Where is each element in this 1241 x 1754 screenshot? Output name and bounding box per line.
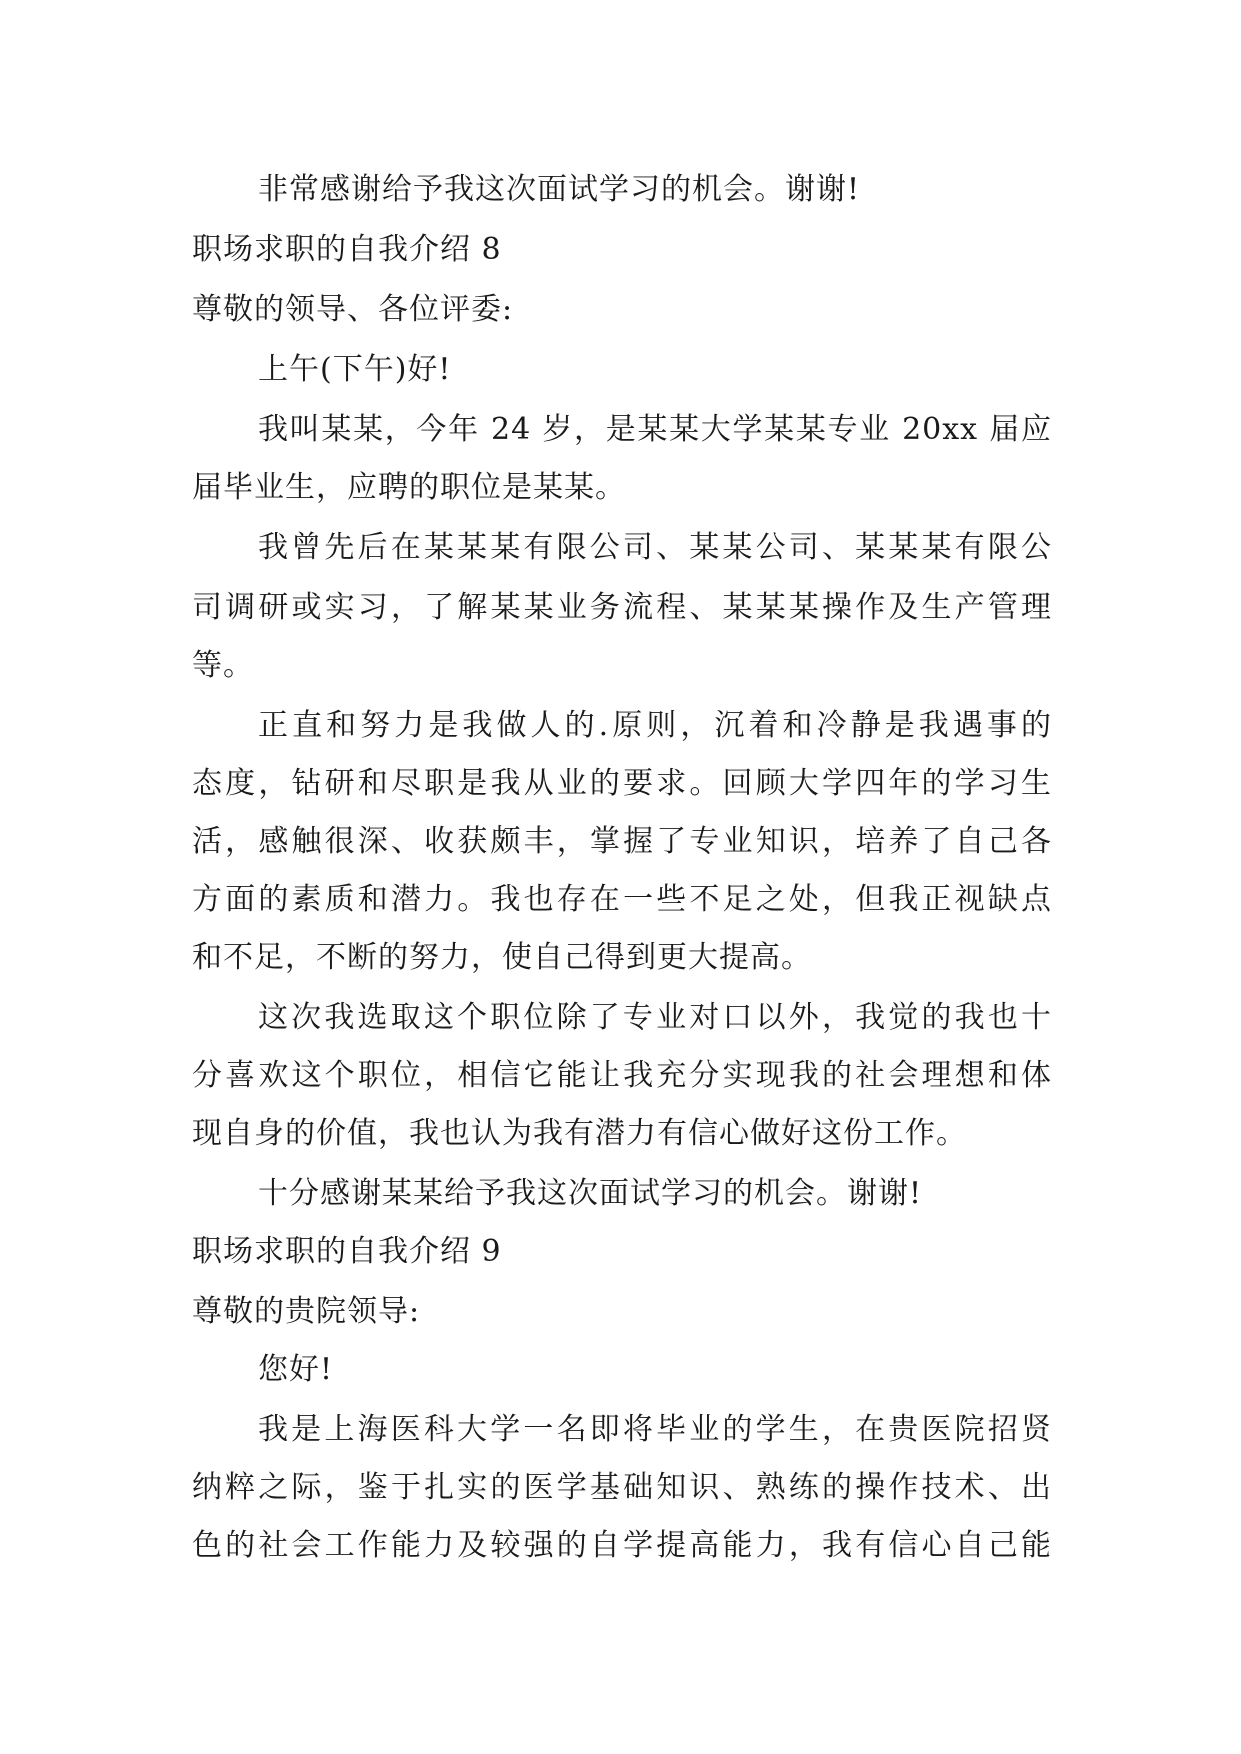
salutation-line: 尊敬的贵院领导: bbox=[192, 1294, 421, 1329]
paragraph-line: 活，感触很深、收获颇丰，掌握了专业知识，培养了自己各 bbox=[192, 824, 1052, 859]
paragraph-line: 和不足，不断的努力，使自己得到更大提高。 bbox=[192, 940, 812, 975]
paragraph-line: 这次我选取这个职位除了专业对口以外，我觉的我也十 bbox=[258, 1000, 1052, 1035]
paragraph-line: 态度，钻研和尽职是我从业的要求。回顾大学四年的学习生 bbox=[192, 766, 1052, 801]
section-heading-9: 职场求职的自我介绍 9 bbox=[192, 1234, 502, 1269]
paragraph-line: 现自身的价值，我也认为我有潜力有信心做好这份工作。 bbox=[192, 1116, 967, 1151]
paragraph-line: 我曾先后在某某某有限公司、某某公司、某某某有限公 bbox=[258, 530, 1052, 565]
paragraph-line: 方面的素质和潜力。我也存在一些不足之处，但我正视缺点 bbox=[192, 882, 1052, 917]
salutation-line: 尊敬的领导、各位评委: bbox=[192, 292, 514, 327]
paragraph-line: 我是上海医科大学一名即将毕业的学生，在贵医院招贤 bbox=[258, 1412, 1052, 1447]
greeting-line: 上午(下午)好! bbox=[258, 352, 452, 387]
paragraph-line: 我叫某某，今年 24 岁，是某某大学某某专业 20xx 届应 bbox=[258, 412, 1052, 447]
paragraph-line: 届毕业生，应聘的职位是某某。 bbox=[192, 470, 626, 505]
closing-thanks-line: 非常感谢给予我这次面试学习的机会。谢谢! bbox=[258, 172, 861, 207]
paragraph-line: 正直和努力是我做人的.原则，沉着和冷静是我遇事的 bbox=[258, 708, 1052, 743]
closing-thanks-line: 十分感谢某某给予我这次面试学习的机会。谢谢! bbox=[258, 1176, 923, 1211]
paragraph-line: 分喜欢这个职位，相信它能让我充分实现我的社会理想和体 bbox=[192, 1058, 1052, 1093]
greeting-line: 您好! bbox=[258, 1352, 334, 1387]
paragraph-line: 纳粹之际，鉴于扎实的医学基础知识、熟练的操作技术、出 bbox=[192, 1470, 1052, 1505]
paragraph-line: 司调研或实习，了解某某业务流程、某某某操作及生产管理 bbox=[192, 590, 1052, 625]
section-heading-8: 职场求职的自我介绍 8 bbox=[192, 232, 502, 267]
paragraph-line: 色的社会工作能力及较强的自学提高能力，我有信心自己能 bbox=[192, 1528, 1052, 1563]
paragraph-line: 等。 bbox=[192, 648, 254, 683]
